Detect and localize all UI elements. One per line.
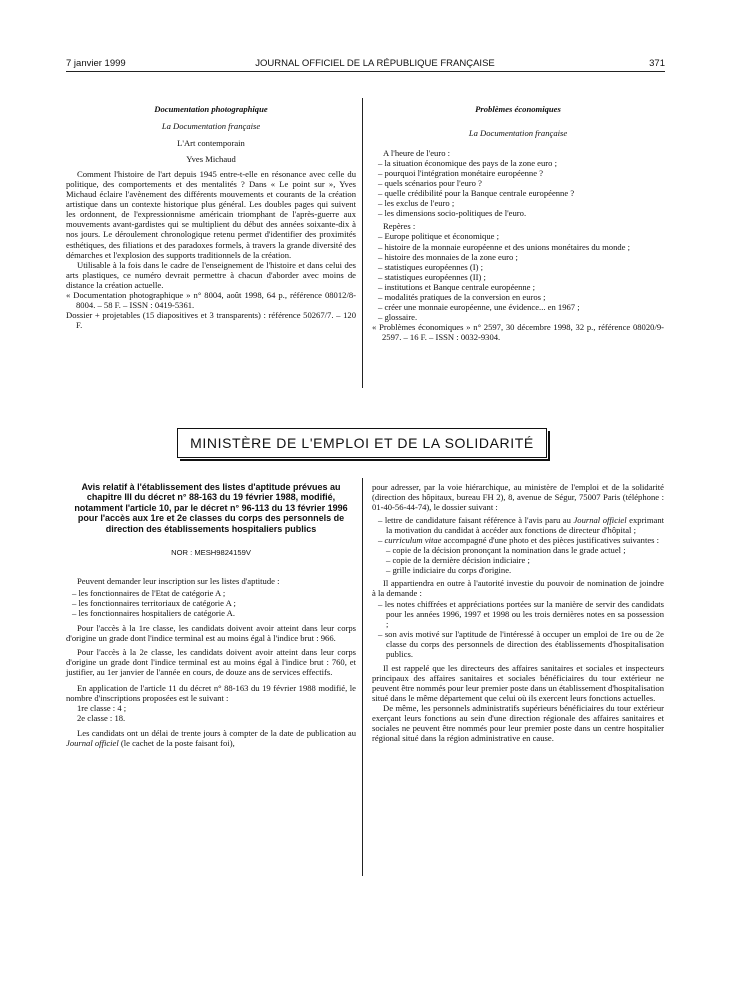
list-item: – la situation économique des pays de la zone euro ; — [378, 158, 557, 169]
book-title: L'Art contemporain — [177, 138, 245, 149]
sub-item: – copie de la décision prononçant la nomination dans le grade actuel ; — [386, 545, 626, 556]
column-divider — [362, 98, 363, 388]
class-count: 1re classe : 4 ; — [77, 702, 127, 713]
paragraph — [66, 728, 356, 748]
right-bottom-column — [372, 482, 664, 743]
paragraph: De même, les personnels administratifs supérieurs bénéficiaires du tour extérieur exerçant leurs fonctions au sein d'une direction régionale des affaires sanitaires et sociales ne peuvent être nommés pour leur premier poste dans un centre hospitalier régional situé dans la région administrative en cause. — [372, 702, 664, 744]
paragraph: Il est rappelé que les directeurs des affaires sanitaires et sociales et inspecteurs principaux des affaires sanitaires et sociales bénéficiaires du tour extérieur ne peuvent être nommés pour leur premier poste dans un établissement d'hospitalisation situé dans le même département que celui où ils exercent leurs fonctions actuelles. — [372, 662, 664, 703]
paragraph: pour adresser, par la voie hiérarchique, au ministère de l'emploi et de la solidarité (direction des hôpitaux, bureau FH 2), 8, avenue de Ségur, 75007 Paris (téléphone : 01-40-56-44-74), le dossier suivant : — [372, 482, 664, 513]
list-item: – les notes chiffrées et appréciations portées sur la manière de servir des candidats pour les années 1996, 1997 et 1998 ou les trois dernières notes en sa possession ; — [378, 598, 664, 629]
reference: Dossier + projetables (15 diapositives et 3 transparents) : référence 50267/7. – 120 F. — [66, 309, 356, 330]
paragraph: Comment l'histoire de l'art depuis 1945 entre-t-elle en résonance avec celle du politique, des comportements et des mentalités ? Dans « Le point sur », Yves Michaud éclaire l'avènement des différents mouvements et courants de la création artistique dans un contexte historique plus général. Les doubles pages qui suivent les ordonnent, de l'expressionnisme américain triomphant de l'après-guerre aux mouvements avant-gardistes qui se multiplient du début des années soixante-dix à nos jours. Le déroulement chronologique retenu permet d'identifier des proximités esthétiques, des filiations et des paradoxes formels, à travers la grande diversité des démarches et l'explosion des supports traditionnels de la création. — [66, 169, 356, 260]
avis-title: Avis relatif à l'établissement des listes d'aptitude prévues au chapitre III du décret n° 88-163 du 19 février 1988, modifié, notamment l'article 10, par le décret n° 96-113 du 13 février 1996 pour l'accès aux 1re et 2e classes du corps des personnels de direction des établissements hospitaliers publics — [74, 482, 348, 534]
header-rule — [66, 71, 665, 72]
list-item: – statistiques européennes (II) ; — [378, 271, 486, 282]
text-run: – — [378, 535, 385, 546]
list-item: – modalités pratiques de la conversion en euros ; — [378, 291, 546, 302]
column-divider — [362, 478, 363, 876]
text-run: accompagné d'une photo et des pièces justificatives suivantes : — [441, 535, 660, 546]
reference: « Documentation photographique » n° 8004, août 1998, 64 p., référence 08012/8-8004. – 58 F. – ISSN : 0419-5361. — [66, 289, 356, 310]
class-count: 2e classe : 18. — [77, 712, 126, 723]
nor-reference: NOR : MESH9824159V — [171, 548, 251, 558]
list-item: – les fonctionnaires de l'Etat de catégorie A ; — [72, 588, 226, 599]
list-item — [372, 515, 664, 535]
publisher: La Documentation française — [161, 121, 261, 132]
author: Yves Michaud — [186, 154, 236, 165]
paragraph: Utilisable à la fois dans le cadre de l'enseignement de l'histoire et dans celui des arts plastiques, ce numéro devrait permettre à chacun d'aborder avec moins de distance la création actuelle. — [66, 259, 356, 290]
ministry-heading: MINISTÈRE DE L'EMPLOI ET DE LA SOLIDARITÉ — [177, 428, 547, 458]
list-item: – institutions et Banque centrale européenne ; — [378, 281, 536, 292]
publisher: La Documentation française — [468, 128, 568, 139]
reference: « Problèmes économiques » n° 2597, 30 décembre 1998, 32 p., référence 08020/9-2597. – 16 F. – ISSN : 0032-9304. — [372, 321, 664, 342]
paragraph: Pour l'accès à la 2e classe, les candidats doivent avoir atteint dans leur corps d'origine un grade dont l'indice terminal est au moins égal à l'indice brut : 760, et justifier, au 1er janvier de l'année en cours, de douze ans de services effectifs. — [66, 647, 356, 678]
journal-name: Journal officiel — [66, 737, 119, 748]
reperes-label: Repères : — [383, 221, 416, 232]
paragraph: En application de l'article 11 du décret n° 88-163 du 19 février 1988 modifié, le nombre d'inscriptions proposées est le suivant : — [66, 682, 356, 703]
text-run: Les candidats ont un délai de trente jours à compter de la date de publication au — [77, 727, 356, 738]
list-items-1 — [372, 158, 664, 218]
header-journal: JOURNAL OFFICIEL DE LA RÉPUBLIQUE FRANÇAISE — [255, 58, 495, 69]
list-item: – quels scénarios pour l'euro ? — [378, 178, 482, 189]
section-heading: Documentation photographique — [154, 104, 268, 114]
intro: A l'heure de l'euro : — [383, 148, 451, 159]
list-item: – statistiques européennes (I) ; — [378, 261, 484, 272]
list-item: – créer une monnaie européenne, une évidence... en 1967 ; — [378, 301, 580, 312]
list-item: – Europe politique et économique ; — [378, 231, 499, 242]
header-page-number: 371 — [649, 58, 665, 69]
list-item: – glossaire. — [378, 311, 418, 322]
paragraph: Il appartiendra en outre à l'autorité investie du pouvoir de nomination de joindre à la demande : — [372, 578, 664, 599]
journal-name: Journal officiel — [573, 515, 627, 526]
paragraph: Pour l'accès à la 1re classe, les candidats doivent avoir atteint dans leur corps d'origine un grade dont l'indice terminal est au moins égal à l'indice brut : 966. — [66, 623, 356, 644]
text-run: (le cachet de la poste faisant foi), — [118, 737, 235, 748]
list-item — [372, 535, 664, 545]
text-run: exprimant la motivation du candidat à accéder aux fonctions de directeur d'hôpital ; — [386, 515, 664, 536]
list-item: – pourquoi l'intégration monétaire européenne ? — [378, 168, 544, 179]
paragraph: Peuvent demander leur inscription sur les listes d'aptitude : — [77, 576, 280, 587]
sub-item: – copie de la dernière décision indiciaire ; — [386, 555, 530, 566]
left-top-column — [66, 104, 356, 330]
list-item: – les dimensions socio-politiques de l'euro. — [378, 208, 527, 219]
cv-term: curriculum vitae — [384, 535, 442, 546]
section-heading: Problèmes économiques — [475, 104, 561, 114]
list-item: – les fonctionnaires territoriaux de catégorie A ; — [72, 598, 236, 609]
list-items-2 — [372, 231, 664, 321]
left-bottom-column — [66, 482, 356, 748]
list-item: – histoire de la monnaie européenne et des unions monétaires du monde ; — [378, 241, 631, 252]
list-item: – quelle crédibilité pour la Banque centrale européenne ? — [378, 188, 575, 199]
text-run: – lettre de candidature faisant référence à l'avis paru au — [378, 515, 574, 526]
list-item: – son avis motivé sur l'aptitude de l'intéressé à occuper un emploi de 1re ou de 2e classe du corps des personnels de direction des établissements d'hospitalisation publics. — [378, 628, 664, 659]
sub-item: – grille indiciaire du corps d'origine. — [386, 565, 512, 576]
list-item: – histoire des monnaies de la zone euro ; — [378, 251, 518, 262]
list-item: – les fonctionnaires hospitaliers de catégorie A. — [72, 608, 235, 619]
list-item: – les exclus de l'euro ; — [378, 198, 455, 209]
header-date: 7 janvier 1999 — [66, 58, 126, 69]
right-top-column — [372, 104, 664, 342]
